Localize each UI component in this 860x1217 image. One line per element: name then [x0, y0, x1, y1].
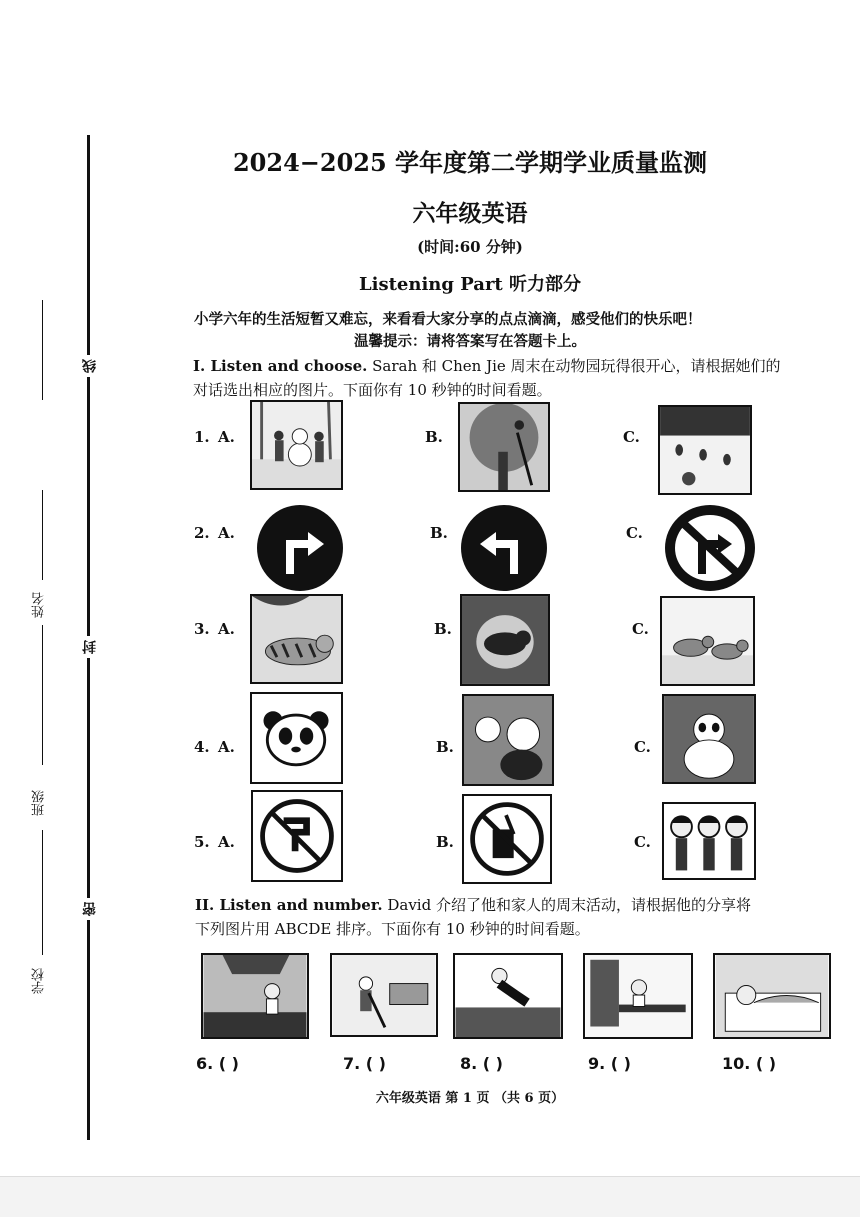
reading-at-desk-picture: [583, 953, 693, 1039]
section2-heading-line2: 下列图片用 ABCDE 排序。下面你有 10 秒钟的时间看题。: [195, 920, 590, 938]
pandas-eating-picture: [462, 694, 554, 786]
school-label: 学校: [32, 968, 47, 994]
option-label-b: B.: [436, 738, 454, 756]
option-label-b: B.: [425, 428, 443, 446]
option-label-c: C.: [634, 738, 651, 756]
option-label-b: B.: [430, 524, 448, 542]
option-label-c: C.: [634, 833, 651, 851]
seal-char-feng: 封: [80, 636, 100, 658]
option-label-a: A.: [218, 833, 235, 851]
question-number: 2.: [194, 524, 210, 542]
leaves-picture: [658, 405, 752, 495]
seal-char-line: 线: [80, 355, 100, 377]
no-drinking-sign-icon: [462, 794, 552, 884]
question-number: 5.: [194, 833, 210, 851]
option-label-a: A.: [218, 428, 235, 446]
turn-right-sign-icon: [256, 504, 344, 592]
cooking-picture: [201, 953, 309, 1039]
tree-picking-picture: [458, 402, 550, 492]
name-label: 姓名: [32, 592, 47, 618]
listening-part-title: Listening Part 听力部分: [358, 274, 582, 295]
exam-title: 2024−2025 学年度第二学期学业质量监测: [232, 148, 708, 177]
answer-blank-9[interactable]: 9. ( ): [588, 1054, 631, 1073]
exam-time: (时间:60 分钟): [417, 238, 523, 256]
section2-heading: [195, 894, 751, 915]
section1-heading-en: I. Listen and choose.: [193, 357, 368, 375]
option-label-b: B.: [436, 833, 454, 851]
section1-heading-cn: Sarah 和 Chen Jie 周末在动物园玩得很开心，请根据她们的: [367, 357, 781, 375]
sleeping-tiger-picture: [250, 594, 343, 684]
answer-blank-6[interactable]: 6. ( ): [196, 1054, 239, 1073]
answer-blank-8[interactable]: 8. ( ): [460, 1054, 503, 1073]
class-blank-line: [42, 625, 43, 765]
section1-heading-line2: 对话选出相应的图片。下面你有 10 秒钟的时间看题。: [193, 381, 552, 399]
option-label-a: A.: [218, 738, 235, 756]
panda-sitting-picture: [662, 694, 756, 784]
panda-face-picture: [250, 692, 343, 784]
no-right-turn-sign-icon: [664, 504, 756, 592]
question-number: 4.: [194, 738, 210, 756]
page-footer: 六年级英语 第 1 页 （共 6 页）: [375, 1091, 565, 1106]
section2-heading-cn: David 介绍了他和家人的周末活动，请根据他的分享将: [382, 896, 751, 914]
tip-text: 温馨提示：请将答案写在答题卡上。: [354, 333, 586, 350]
running-tiger-picture: [460, 594, 550, 686]
option-label-c: C.: [623, 428, 640, 446]
option-label-c: C.: [626, 524, 643, 542]
answer-blank-7[interactable]: 7. ( ): [343, 1054, 386, 1073]
option-label-a: A.: [218, 524, 235, 542]
seal-char-mi: 密: [80, 898, 100, 920]
gardening-picture: [453, 953, 563, 1039]
question-number: 3.: [194, 620, 210, 638]
exam-subject: 六年级英语: [412, 200, 528, 227]
snowman-picture: [250, 400, 343, 490]
no-climbing-sign-icon: [251, 790, 343, 882]
section1-heading: [193, 355, 781, 376]
two-tigers-picture: [660, 596, 755, 686]
question-number: 1.: [194, 428, 210, 446]
answer-blank-10[interactable]: 10. ( ): [722, 1054, 777, 1073]
sleeping-picture: [713, 953, 831, 1039]
bottom-toolbar-band: [0, 1176, 860, 1217]
turn-left-sign-icon: [460, 504, 548, 592]
option-label-b: B.: [434, 620, 452, 638]
name-blank-line-2: [42, 490, 43, 580]
section2-heading-en: II. Listen and number.: [195, 896, 383, 914]
option-label-a: A.: [218, 620, 235, 638]
school-blank-line: [42, 830, 43, 955]
three-children-picture: [662, 802, 756, 880]
option-label-c: C.: [632, 620, 649, 638]
class-label: 班级: [32, 790, 47, 816]
sweeping-floor-picture: [330, 953, 438, 1037]
intro-text: 小学六年的生活短暂又难忘，来看看大家分享的点点滴滴，感受他们的快乐吧！: [194, 311, 702, 328]
